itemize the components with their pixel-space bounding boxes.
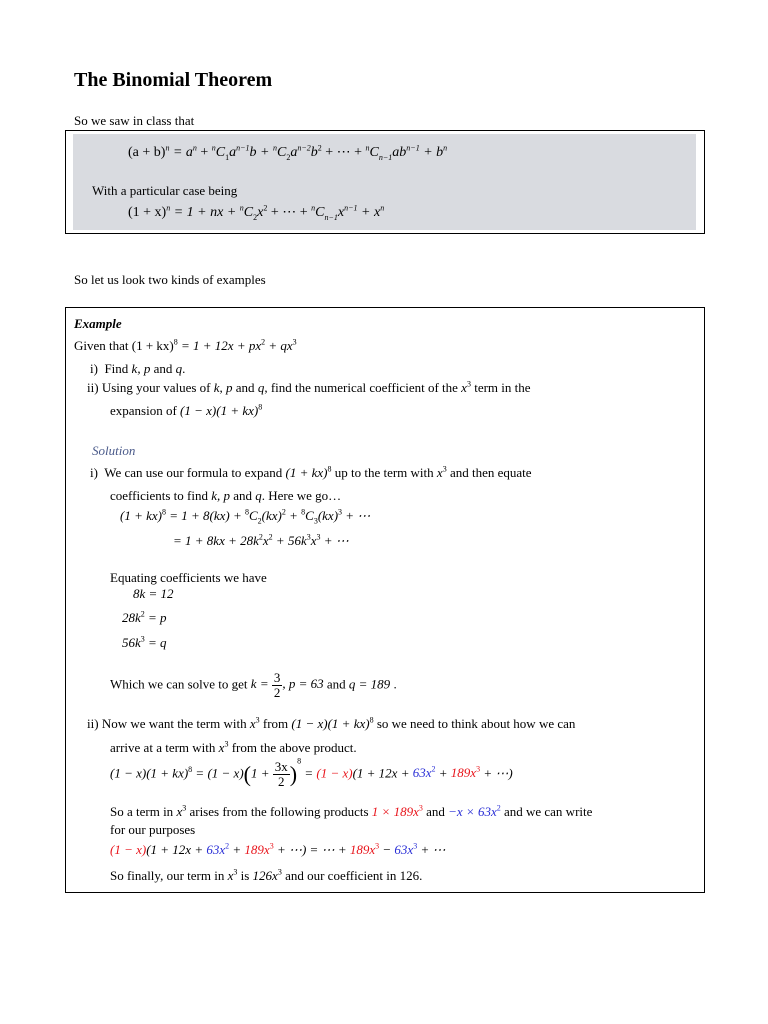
equation-28k: $28k^2 = p$	[122, 609, 167, 625]
final-expansion: $(1 - x)(1 + 12x + 63x^2 + 189x^3$ + ⋯) = ⋯ + $189x^3 - 63x^3$ + ⋯	[110, 841, 446, 857]
equating-text: Equating coefficients we have	[110, 570, 267, 585]
arise-line: So a term in $x^3$ arises from the following products $1 \times 189x^3$ and $-x \times 63x^2$ and we can write	[110, 803, 593, 819]
general-formula: $(a + b)^n = a^n + ^nC_1a^{n-1}b + ^nC_2a^{n-2}b^2$ + ⋯ + $^nC_{n-1}ab^{n-1} + b^n$	[128, 143, 448, 162]
solution-heading: Solution	[92, 443, 136, 458]
blue-term: $63x^2$	[412, 765, 436, 781]
examples-intro: So let us look two kinds of examples	[74, 272, 266, 287]
purposes-text: for our purposes	[110, 822, 196, 837]
solution-1: i) We can use our formula to expand (1 + kx)$^8$ up to the term with $x^3$ and then equate	[90, 464, 532, 480]
equation-56k: $56k^3 = q$	[122, 634, 167, 650]
solve-line: Which we can solve to get k = $\frac{3}{2}$ , p = 63 and q = 189 .	[110, 670, 397, 700]
expansion-line-2: = $1 + 8kx + 28k^2x^2 + 56k^3x^3$ + ⋯	[173, 532, 349, 548]
particular-formula: $(1 + x)^n = 1$ + nx + $^nC_2x^2$ + ⋯ + $^nC_{n-1}x^{n-1} + x^n$	[128, 203, 385, 222]
expansion-line-1: $(1 + kx)^8 = 1 + 8(kx) + ^8C_2(kx)^2 + ^8C_3(kx)^3$ + ⋯	[120, 507, 371, 526]
final-line: So finally, our term in $x^3$ is $126x^3$ and our coefficient in 126.	[110, 867, 423, 883]
question-2: ii) Using your values of k, p and q, find the numerical coefficient of the $x^3$ term in the	[87, 379, 531, 395]
red-factor: (1 − x)	[316, 765, 353, 781]
solution-2: ii) Now we want the term with $x^3$ from (1 − x)(1 + kx)$^8$ so we need to think about how we can	[87, 715, 576, 731]
given-line: Given that $(1 + kx)^8 = 1 + 12x + px^2 + qx^3$	[74, 337, 297, 353]
example-heading: Example	[74, 316, 122, 331]
page-title: The Binomial Theorem	[74, 69, 273, 91]
question-2-line2: expansion of (1 − x)(1 + kx)$^8$	[110, 402, 263, 418]
question-1: i) Find k, p and q.	[90, 361, 186, 376]
equation-8k: 8k = 12	[133, 586, 174, 601]
product-line: (1 − x)(1 + kx)$^8$ = (1 − x)(1 + $\frac{3x}{2}$ )$^8 = (1 - x)(1 + 12x + 63x^2 + 189x^3$ + ⋯)	[110, 756, 513, 789]
red-term: $189x^3$	[450, 765, 481, 781]
solution-2-line2: arrive at a term with $x^3$ from the above product.	[110, 739, 357, 755]
solution-1-line2: coefficients to find k, p and q. Here we go…	[110, 488, 342, 503]
particular-case-label: With a particular case being	[92, 183, 238, 198]
intro-text: So we saw in class that	[74, 113, 195, 128]
